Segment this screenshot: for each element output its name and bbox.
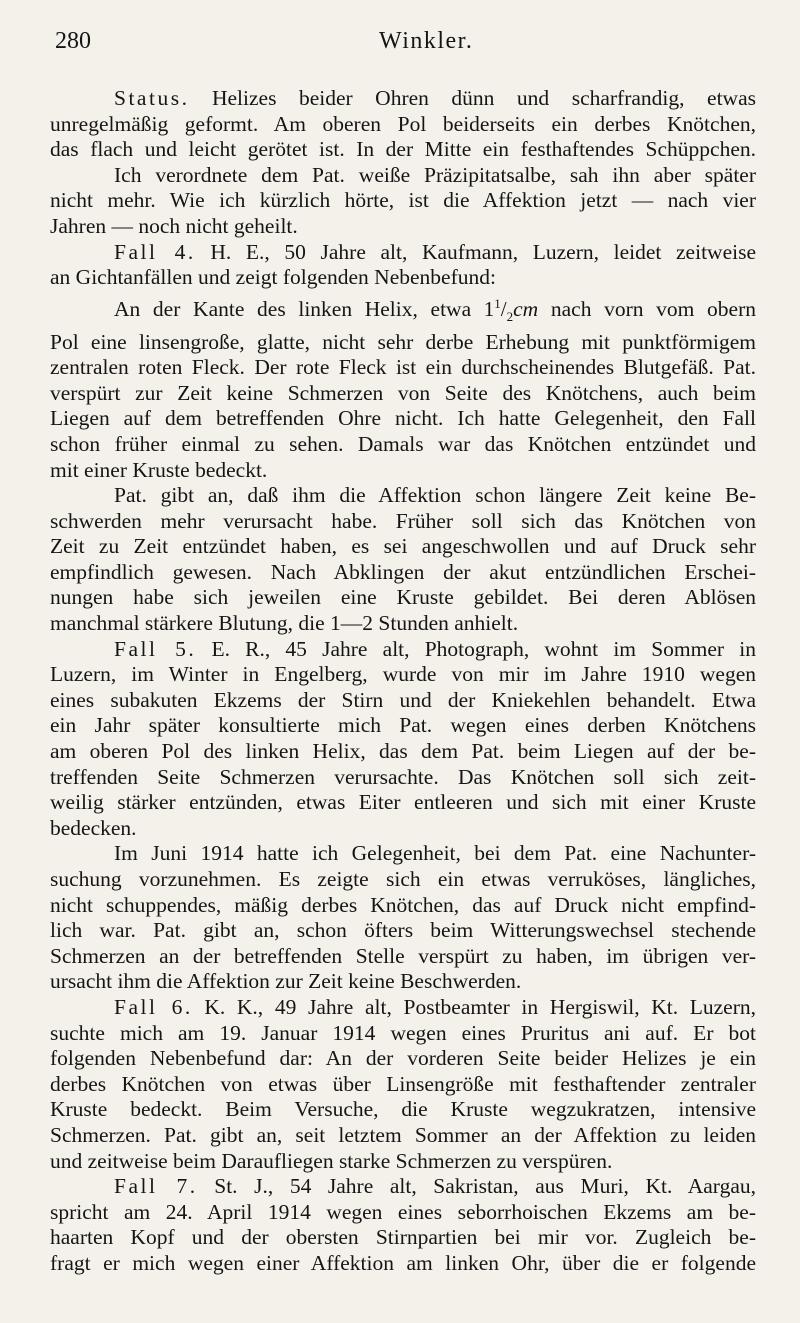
text-line: ursacht ihm die Affektion zur Zeit keine Beschwerden. bbox=[50, 969, 522, 994]
section-lead: Status. bbox=[114, 86, 190, 110]
text-line: und zeitweise beim Daraufliegen starke Schmerzen zu verspüren. bbox=[50, 1148, 613, 1173]
text-line: zentralen roten Fleck. Der rote Fleck ist ein durchscheinendes Blutgefäß. Pat. bbox=[50, 355, 756, 380]
text-line: das flach und leicht gerötet ist. In der Mitte ein festhaftendes Schüppchen. bbox=[50, 137, 756, 162]
text-line: folgenden Nebenbefund dar: An der vorderen Seite beider Helizes je ein bbox=[50, 1046, 756, 1071]
text-line: suchte mich am 19. Januar 1914 wegen eines Pruritus ani auf. Er bot bbox=[50, 1020, 756, 1045]
text-line: ein Jahr später konsultierte mich Pat. wegen eines derben Knötchens bbox=[50, 713, 756, 738]
text-line: nicht schuppendes, mäßig derbes Knötchen, das auf Druck nicht empfind- bbox=[50, 892, 756, 917]
text-line: nungen habe sich jeweilen eine Kruste gebildet. Bei deren Ablösen bbox=[50, 585, 756, 610]
case-heading: Fall 5. bbox=[114, 636, 197, 661]
text-line: schwerden mehr verursacht habe. Früher soll sich das Knötchen von bbox=[50, 508, 756, 533]
text-line: Ich verordnete dem Pat. weiße Präzipitatsalbe, sah ihn aber später bbox=[114, 162, 756, 187]
case-heading: Fall 6. bbox=[114, 994, 193, 1019]
text-line: An der Kante des linken Helix, etwa $1^1/_2cm$ nach vorn vom obern bbox=[114, 295, 756, 324]
text-line: Fall 7. St. J., 54 Jahre alt, Sakristan, aus Muri, Kt. Aargau, bbox=[114, 1174, 756, 1199]
text-line: weilig stärker entzünden, etwas Eiter entleeren und sich mit einer Kruste bbox=[50, 790, 756, 815]
text-line: suchung vorzunehmen. Es zeigte sich ein etwas verruköses, längliches, bbox=[50, 867, 756, 891]
text-line: an Gichtanfällen und zeigt folgenden Nebenbefund: bbox=[50, 265, 496, 290]
page-header bbox=[53, 28, 747, 60]
text-line: empfindlich gewesen. Nach Abklingen der akut entzündlichen Erschei- bbox=[50, 559, 756, 584]
text-line: Schmerzen. Pat. gibt an, seit letztem Sommer an der Affektion zu leiden bbox=[50, 1122, 756, 1147]
text-line: schon früher einmal zu sehen. Damals war das Knötchen entzündet und bbox=[50, 431, 756, 456]
text-line: Im Juni 1914 hatte ich Gelegenheit, bei dem Pat. eine Nachunter- bbox=[114, 841, 756, 866]
text-line: Pat. gibt an, daß ihm die Affektion schon längere Zeit keine Be- bbox=[114, 483, 756, 508]
text-line: Fall 6. K. K., 49 Jahre alt, Postbeamter in Hergiswil, Kt. Luzern, bbox=[114, 994, 756, 1019]
page-number: 280 bbox=[55, 28, 91, 54]
unit: cm bbox=[513, 296, 539, 321]
text-line: nicht mehr. Wie ich kürzlich hörte, ist die Affektion jetzt — nach vier bbox=[50, 188, 756, 213]
text-line: Liegen auf dem betreffenden Ohre nicht. Ich hatte Gelegenheit, den Fall bbox=[50, 406, 756, 431]
text-line: manchmal stärkere Blutung, die 1—2 Stunden anhielt. bbox=[50, 611, 519, 636]
text-line: bedecken. bbox=[50, 815, 137, 840]
text-line: verspürt zur Zeit keine Schmerzen von Seite des Knötchens, auch beim bbox=[50, 380, 756, 405]
text-line: Zeit zu Zeit entzündet haben, es sei angeschwollen und auf Druck sehr bbox=[50, 534, 756, 559]
text-line: am oberen Pol des linken Helix, das dem Pat. beim Liegen auf der be- bbox=[50, 739, 756, 764]
text-line: spricht am 24. April 1914 wegen eines seborrhoischen Ekzems am be- bbox=[50, 1199, 756, 1224]
fraction: $1^1/_2$ bbox=[483, 295, 514, 324]
text-line: Fall 4. H. E., 50 Jahre alt, Kaufmann, Luzern, leidet zeitweise bbox=[114, 239, 756, 264]
text-line: eines subakuten Ekzems der Stirn und der Kniekehlen behandelt. Etwa bbox=[50, 687, 756, 712]
case-heading: Fall 4. bbox=[114, 239, 196, 264]
text-line: fragt er mich wegen einer Affektion am linken Ohr, über die er folgende bbox=[50, 1250, 756, 1275]
text-line: mit einer Kruste bedeckt. bbox=[50, 457, 268, 482]
text-line: haarten Kopf und der obersten Stirnpartien bei mir vor. Zugleich be- bbox=[50, 1225, 756, 1250]
text-line: Luzern, im Winter in Engelberg, wurde von mir im Jahre 1910 wegen bbox=[50, 662, 756, 687]
text-line: Pol eine linsengroße, glatte, nicht sehr derbe Erhebung mit punktförmigem bbox=[50, 329, 756, 354]
text-line: lich war. Pat. gibt an, schon öfters beim Witterungswechsel stechende bbox=[50, 918, 756, 943]
text-line: Kruste bedeckt. Beim Versuche, die Kruste wegzukratzen, intensive bbox=[50, 1097, 756, 1122]
text-line: Jahren — noch nicht geheilt. bbox=[50, 213, 298, 238]
text-line: unregelmäßig geformt. Am oberen Pol beiderseits ein derbes Knötchen, bbox=[50, 111, 756, 136]
body-text bbox=[50, 86, 756, 1277]
text-line: treffenden Seite Schmerzen verursachte. Das Knötchen soll sich zeit- bbox=[50, 764, 756, 789]
text-line: derbes Knötchen von etwas über Linsengröße mit festhaftender zentraler bbox=[50, 1071, 756, 1096]
text-line: Schmerzen an der betreffenden Stelle verspürt zu haben, im übrigen ver- bbox=[50, 943, 756, 968]
text-line: Fall 5. E. R., 45 Jahre alt, Photograph, wohnt im Sommer in bbox=[114, 636, 756, 661]
case-heading: Fall 7. bbox=[114, 1174, 198, 1199]
running-head: Winkler. bbox=[379, 28, 474, 54]
text-line: Status. Helizes beider Ohren dünn und scharfrandig, etwas bbox=[114, 86, 756, 110]
